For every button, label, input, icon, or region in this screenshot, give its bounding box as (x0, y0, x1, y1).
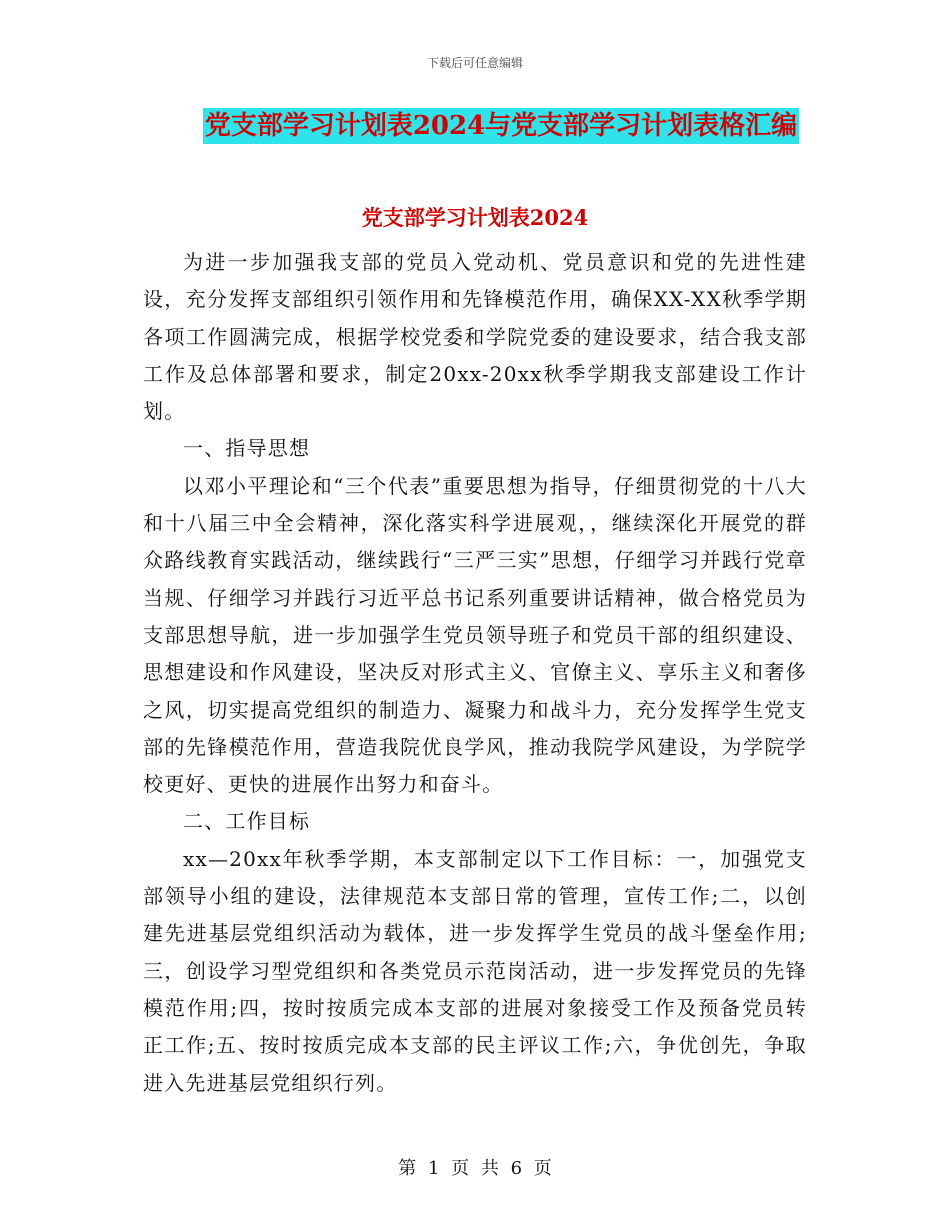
section-heading-work-goals: 二、工作目标 (183, 809, 311, 834)
section-heading-guiding-ideology: 一、指导思想 (183, 436, 311, 461)
paragraph-work-goals: xx—20xx年秋季学期，本支部制定以下工作目标：一，加强党支部领导小组的建设，法律规范本支部日常的管理，宣传工作;二，以创建先进基层党组织活动为载体，进一步发挥学生党员的战斗堡垒作用;三，创设学习型党组织和各类党员示范岗活动，进一步发挥党员的先锋模范作用;四，按时按质完成本支部的进展对象接受工作及预备党员转正工作;五、按时按质完成本支部的民主评议工作;六，争优创先，争取进入先进基层党组织行列。 (143, 846, 807, 1095)
main-title-container (0, 108, 950, 144)
header-note: 下载后可任意编辑 (426, 56, 523, 70)
paragraph-guiding-ideology: 以邓小平理论和“三个代表”重要思想为指导，仔细贯彻党的十八大和十八届三中全会精神，深化落实科学进展观，，继续深化开展党的群众路线教育实践活动，继续践行“三严三实”思想，仔细学习并践行党章当规、仔细学习并践行习近平总书记系列重要讲话精神，做合格党员为支部思想导航，进一步加强学生党员领导班子和党员干部的组织建设、思想建设和作风建设，坚决反对形式主义、官僚主义、享乐主义和奢侈之风，切实提高党组织的制造力、凝聚力和战斗力，充分发挥学生党支部的先锋模范作用，营造我院优良学风，推动我院学风建设，为学院学校更好、更快的进展作出努力和奋斗。 (143, 473, 807, 797)
document-body (143, 244, 807, 1102)
main-title: 党支部学习计划表2024与党支部学习计划表格汇编 (203, 108, 799, 144)
sub-title: 党支部学习计划表2024 (361, 205, 589, 230)
paragraph-intro: 为进一步加强我支部的党员入党动机、党员意识和党的先进性建设，充分发挥支部组织引领作用和先锋模范作用，确保XX-XX秋季学期各项工作圆满完成，根据学校党委和学院党委的建设要求，结合我支部工作及总体部署和要求，制定20xx-20xx秋季学期我支部建设工作计划。 (143, 250, 807, 424)
page-number-footer: 第 1 页 共 6 页 (398, 1158, 552, 1179)
